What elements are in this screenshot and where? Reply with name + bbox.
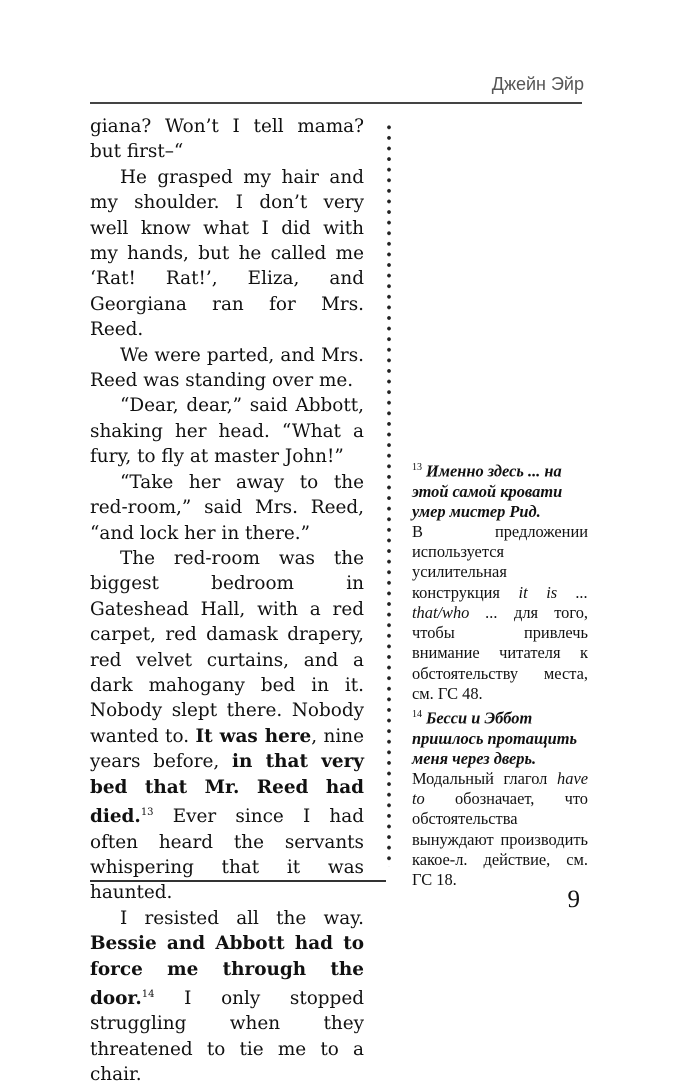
paragraph: “Take her away to the red-room,” said Mrs. Reed, “and lock her in there.” (90, 471, 364, 544)
paragraph-text: I only stopped struggling when they threatened to tie me to a chair. (90, 988, 364, 1086)
footnote-number: 14 (412, 708, 422, 720)
paragraph-text: Ever since I had often heard the servants whispering that it was haunted. (90, 806, 364, 904)
footnote-body: Модальный глагол (412, 768, 548, 788)
footnote-body: В предложении используется усилительная конструкция (412, 522, 588, 602)
page-number: 9 (567, 886, 580, 913)
footnote-title: Бесси и Эббот пришлось протащить меня через дверь. (412, 708, 578, 768)
paragraph: He grasped my hair and my shoulder. I don’t very well know what I did with my hands, but he called me ‘Rat! Rat!’, Eliza, and Georgiana ran for Mrs. Reed. (90, 166, 364, 341)
header-rule (90, 102, 582, 104)
paragraph-text: I resisted all the way. (120, 907, 364, 929)
footnote-title: Именно здесь ... на этой самой кровати умер мистер Рид. (412, 461, 563, 521)
footnote-number: 13 (412, 462, 422, 473)
paragraph: “Dear, dear,” said Abbott, shaking her head. “What a fury, to fly at master John!” (90, 395, 364, 468)
footnote (412, 705, 588, 890)
paragraph (90, 906, 364, 1088)
footnote-body: обозначает, что обстоятельства вынуждают производить какое-л. действие, см. ГС 18. (412, 789, 588, 889)
dotted-column-divider (387, 122, 391, 867)
footnote-body: для того, чтобы привлечь внимание читателя к обстоятельству места, см. ГС 48. (412, 602, 588, 703)
highlighted-phrase: Bessie and Abbott had to force me through the door. (90, 933, 364, 1010)
paragraph-text: The red-room was the biggest bedroom in Gateshead Hall, with a red carpet, red damask drapery, red velvet curtains, and a dark mahogany bed in it. Nobody slept there. Nobody wanted to. (90, 547, 364, 747)
running-header: Джейн Эйр (491, 74, 584, 94)
main-text-column (90, 114, 364, 1088)
footnote-example: it is ... that/who ... (412, 582, 588, 622)
footnote-ref[interactable]: 13 (140, 806, 154, 818)
footer-rule (90, 880, 386, 882)
paragraph: giana? Won’t I tell mama? but first–“ (90, 116, 364, 163)
highlighted-phrase: It was here (195, 725, 312, 747)
paragraph (90, 546, 364, 906)
footnote-ref[interactable]: 14 (141, 988, 155, 1000)
paragraph: We were parted, and Mrs. Reed was standing over me. (90, 344, 364, 392)
footnote-example: have to (412, 768, 588, 809)
footnote (412, 458, 588, 704)
footnotes-column (412, 458, 588, 891)
paragraph-text: , nine years before, (90, 725, 364, 773)
highlighted-phrase: in that very bed that Mr. Reed had died. (90, 751, 364, 828)
